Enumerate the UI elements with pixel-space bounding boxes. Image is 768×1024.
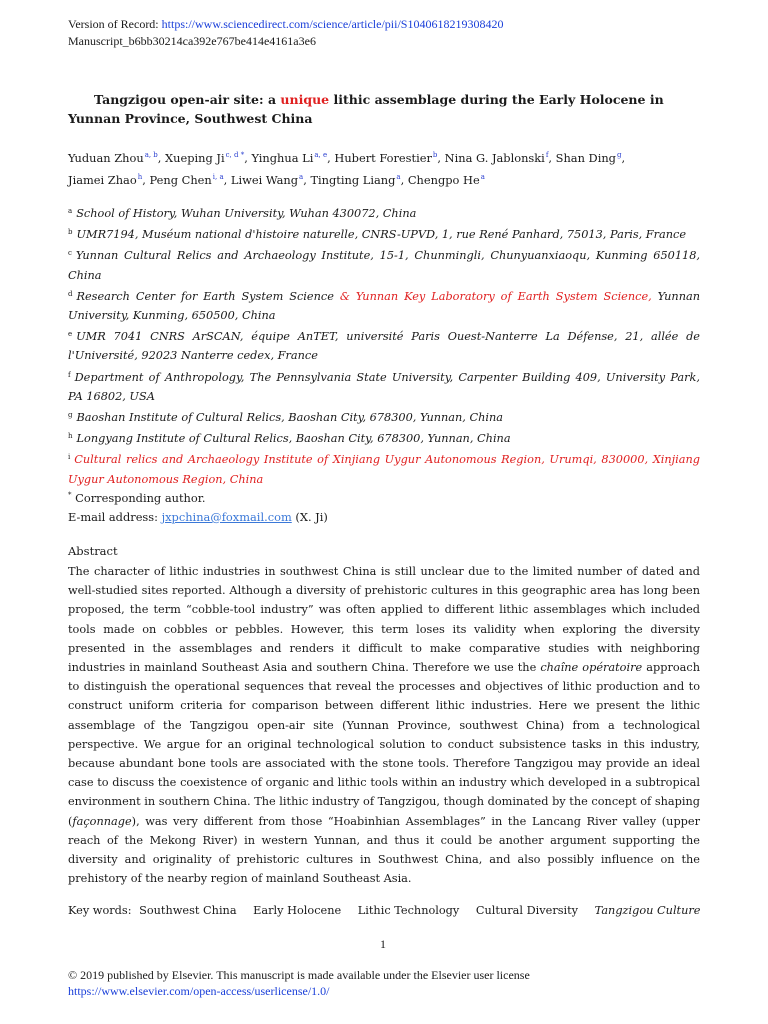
affiliation-mark: f [68,370,71,379]
keywords-line [68,904,700,917]
author-name: Shan Ding [555,151,616,165]
page-footer [68,967,530,999]
correspondence-block [68,486,328,527]
abstract-italic-2: façonnage [72,814,132,828]
affiliation-mark: i [68,453,71,462]
title-part-1: Tangzigou open-air site: a [94,92,281,107]
keyword: Lithic Technology [357,904,460,917]
email-suffix: (X. Ji) [291,509,328,524]
keyword: Early Holocene [253,904,342,917]
affiliation-item [68,366,700,406]
author-separator: , [400,173,408,187]
affiliation-item [68,202,700,223]
affiliation-text: UMR 7041 CNRS ArSCAN, équipe AnTET, université Paris Ouest-Nanterre La Défense, 21, allée de l'Université, 92023 Nanterre cedex, France [68,330,700,363]
affiliation-mark: g [68,411,73,420]
author-separator: , [223,173,231,187]
abstract-heading: Abstract [68,544,118,558]
author-separator: , [303,173,311,187]
affiliation-mark: d [68,289,73,298]
affiliation-text: Baoshan Institute of Cultural Relics, Baoshan City, 678300, Yunnan, China [76,411,504,425]
affiliation-text: Research Center for Earth System Science [76,289,340,303]
corresponding-marker: * [68,491,72,499]
author-separator: , [157,151,166,165]
version-label: Version of Record: [68,17,159,31]
title-part-2: lithic assemblage during the Early Holocene in Yunnan Province, Southwest China [68,92,664,126]
affiliation-item [68,223,700,244]
corresponding-label: Corresponding author. [71,490,206,505]
affiliation-mark: h [68,432,73,441]
author-affiliation-marker: f [545,151,549,159]
author-name: Yinghua Li [251,151,314,165]
author-separator: , [142,173,150,187]
manuscript-id: Manuscript_b6bb30214ca392e767be414e4161a3e6 [68,34,316,48]
corresponding-author-note [68,486,328,508]
author-name: Yuduan Zhou [68,151,144,165]
author-affiliation-marker: a, e [314,151,328,159]
author-affiliation-marker: c, d * [225,151,245,159]
affiliation-mark: b [68,228,73,237]
affiliation-mark: a [68,207,73,215]
author-name: Xueping Ji [165,151,225,165]
author-affiliation-marker: a [299,173,304,181]
version-of-record [68,16,503,33]
author-affiliation-marker: b [432,151,438,159]
email-line [68,508,328,527]
license-statement: © 2019 published by Elsevier. This manuscript is made available under the Elsevier user license [68,968,530,982]
affiliation-text: Department of Anthropology, The Pennsylvania State University, Carpenter Building 409, University Park, PA 16802, USA [68,370,700,403]
abstract-text-1: The character of lithic industries in southwest China is still unclear due to the limited number of dated and well-studied sites reported. Although a diversity of prehistoric cultures in this geographic area has long been proposed, the term “cobble-tool industry” was often applied to different lithic assemblages which included tools made on cobbles or pebbles. However, this term loses its validity when exploring the diversity presented in the assemblages and renders it difficult to make comparative studies with neighboring industries in mainland Southeast Asia and southern China. Therefore we use the [68,565,700,675]
page-number: 1 [380,937,386,951]
author-name: Jiamei Zhao [68,173,137,187]
author-name: Chengpo He [407,173,480,187]
author-separator: , [244,151,252,165]
affiliation-text: School of History, Wuhan University, Wuhan 430072, China [76,207,417,220]
affiliation-item [68,448,700,488]
email-link[interactable]: jxpchina@foxmail.com [161,509,292,524]
author-separator: , [437,151,445,165]
abstract-body [68,562,700,888]
affiliation-item [68,285,700,325]
author-name: Peng Chen [149,173,212,187]
affiliation-text-tail: Yunnan University, Kunming, 650500, China [68,289,700,323]
author-name: Liwei Wang [230,173,298,187]
affiliation-mark: c [68,249,72,258]
affiliation-item [68,244,700,284]
title-highlight: unique [280,92,330,107]
email-label: E-mail address: [68,509,162,524]
keyword: Southwest China [139,904,237,917]
author-affiliation-marker: a [396,173,401,181]
affiliation-mark: e [68,330,73,339]
author-affiliation-marker: g [616,151,622,159]
author-list [68,146,700,190]
page-header [68,16,503,50]
keywords-label: Key words: [68,904,132,917]
affiliation-text: Yunnan Cultural Relics and Archaeology Institute, 15-1, Chunmingli, Chunyuanxiaoqu, Kunming 650118, China [68,249,700,282]
abstract-text-2: approach to distinguish the operational sequences that reveal the processes and objectives of lithic production and to construct uniform criteria for comparison between different lithic industries. Here we present the lithic assemblage of the Tangzigou open-air site (Yunnan Province, southwest China) from a technological perspective. We argue for an original technological solution to conduct subsistence tasks in this industry, because abundant bone tools are associated with the stone tools. Therefore Tangzigou may provide an ideal case to discuss the coexistence of organic and lithic tools within an industry which developed in a subtropical environment in southern China. The lithic industry of Tangzigou, though dominated by the concept of shaping ( [68,661,700,828]
author-affiliation-marker: i, a [212,173,224,181]
author-name: Tingting Liang [310,173,396,187]
author-separator: , [621,151,626,165]
paper-title [68,90,700,128]
author-affiliation-marker: h [137,173,143,181]
abstract-italic-1: chaîne opératoire [540,661,643,675]
author-name: Nina G. Jablonski [444,151,545,165]
license-link[interactable]: https://www.elsevier.com/open-access/userlicense/1.0/ [68,984,330,998]
affiliation-list [68,202,700,489]
affiliation-item [68,427,700,448]
author-separator: , [548,151,556,165]
author-name: Hubert Forestier [334,151,432,165]
affiliation-item [68,406,700,427]
affiliation-text-red: & Yunnan Key Laboratory of Earth System Science, [339,289,652,303]
version-link[interactable]: https://www.sciencedirect.com/science/article/pii/S1040618219308420 [161,17,504,31]
affiliation-text-red: Cultural relics and Archaeology Institute of Xinjiang Uygur Autonomous Region, Urumqi, 830000, Xinjiang Uygur Autonomous Region, China [68,453,700,486]
affiliation-item [68,325,700,365]
abstract-text-3: ), was very different from those “Hoabinhian Assemblages” in the Lancang River valley (upper reach of the Mekong River) in western Yunnan, and thus it could be another argument supporting the diversity and originality of prehistoric cultures in Southwest China, and also possibly influence on the prehistory of the nearby region of mainland Southeast Asia. [68,814,700,886]
affiliation-text: UMR7194, Muséum national d'histoire naturelle, CNRS-UPVD, 1, rue René Panhard, 75013, Paris, France [76,228,687,242]
author-separator: , [327,151,335,165]
author-affiliation-marker: a, b [144,151,158,159]
affiliation-text: Longyang Institute of Cultural Relics, Baoshan City, 678300, Yunnan, China [76,432,511,446]
author-affiliation-marker: a [480,173,485,181]
keyword: Cultural Diversity [475,904,579,917]
keyword-italic: Tangzigou Culture [594,904,701,917]
